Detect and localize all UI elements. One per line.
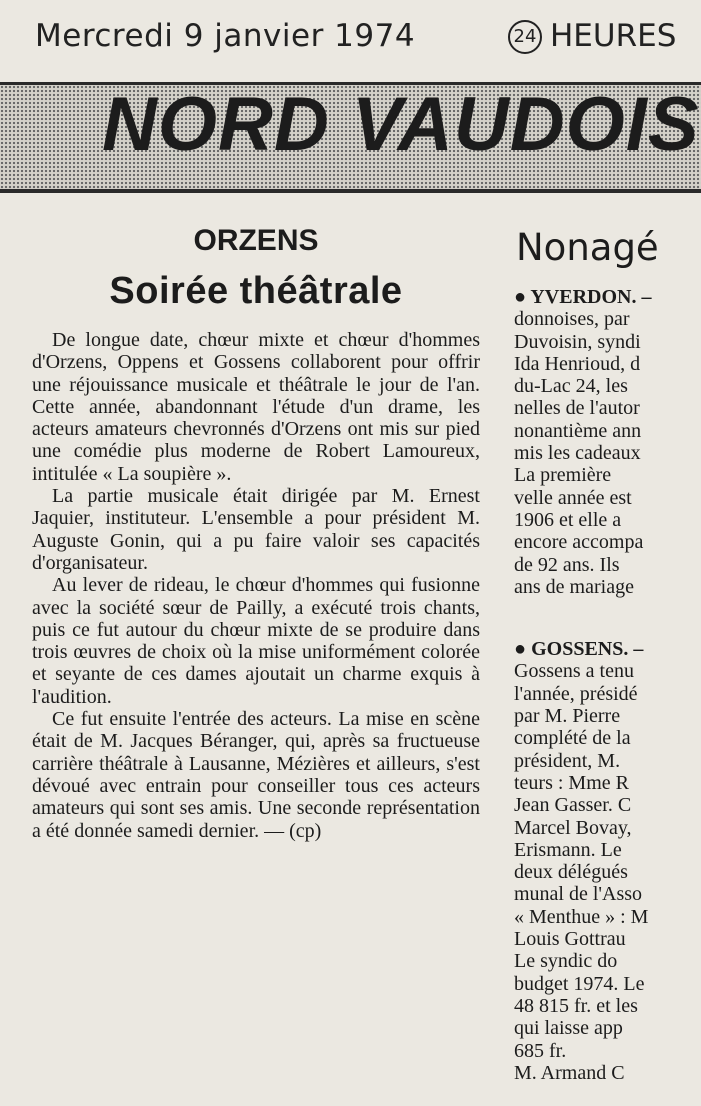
- text-line: 48 815 fr. et les: [514, 994, 638, 1017]
- block-gap: [514, 598, 701, 638]
- dateline-gossens: ● GOSSENS. –: [514, 638, 644, 661]
- text-line: Ida Henrioud, d: [514, 352, 641, 375]
- text-line: teurs : Mme R: [514, 771, 629, 794]
- text-line: Jean Gasser. C: [514, 794, 632, 817]
- text-line: velle année est: [514, 486, 632, 509]
- text-line: Duvoisin, syndi: [514, 330, 641, 353]
- article-paragraph: La partie musicale était dirigée par M. Ernest Jaquier, instituteur. L'ensemble a pour président M. Auguste Gonin, qui a pu faire valoir ses capacités d'organisateur.: [32, 485, 480, 574]
- text-line: nonantième ann: [514, 419, 642, 442]
- brand-number-badge: 24: [508, 20, 542, 54]
- text-line: La première: [514, 464, 612, 487]
- text-line: M. Armand C: [514, 1061, 625, 1084]
- text-line: mis les cadeaux: [514, 442, 641, 465]
- article-headline: Soirée théâtrale: [109, 270, 403, 312]
- text-line: 1906 et elle a: [514, 508, 622, 531]
- text-line: encore accompa: [514, 531, 644, 554]
- article-paragraph: De longue date, chœur mixte et chœur d'hommes d'Orzens, Oppens et Gossens collaborent pour offrir une réjouissance musicale et théâtrale le jour de l'an. Cette année, abandonnant l'étude d'un drame, les acteurs amateurs chevronnés d'Orzens ont mis sur pied une comédie plus moderne de Robert Lamoureux, intitulée « La soupière ».: [32, 329, 480, 485]
- issue-date: Mercredi 9 janvier 1974: [35, 18, 416, 54]
- article-nonagenaires: [514, 210, 701, 1084]
- article-paragraph: Ce fut ensuite l'entrée des acteurs. La mise en scène était de M. Jacques Béranger, qui, après sa fructueuse carrière théâtrale à Lausanne, Mézières et ailleurs, s'est dévoué avec entrain pour conseiller tous ces acteurs amateurs qui sont ses amis. Une seconde représentation a été donnée samedi dernier. — (cp): [32, 708, 480, 842]
- text-line: deux délégués: [514, 861, 628, 884]
- text-line: 685 fr.: [514, 1039, 567, 1062]
- text-line: qui laisse app: [514, 1017, 623, 1040]
- text-line: Erismann. Le: [514, 838, 622, 861]
- text-line: du-Lac 24, les: [514, 375, 628, 398]
- text-line: par M. Pierre: [514, 705, 621, 728]
- dateline-yverdon: ● YVERDON. –: [514, 286, 652, 308]
- text-line: munal de l'Asso: [514, 883, 643, 906]
- text-line: président, M.: [514, 749, 621, 772]
- text-line: ans de mariage: [514, 575, 634, 598]
- text-line: l'année, présidé: [514, 682, 638, 705]
- text-line: Marcel Bovay,: [514, 816, 632, 839]
- text-line: Gossens a tenu: [514, 660, 634, 683]
- section-title: NORD VAUDOIS: [102, 82, 700, 167]
- article-orzens: [32, 210, 480, 842]
- text-line: de 92 ans. Ils: [514, 553, 620, 576]
- article-headline: Nonagé: [516, 226, 659, 269]
- text-line: nelles de l'autor: [514, 397, 640, 420]
- brand-name: HEURES: [550, 18, 677, 54]
- text-line: Louis Gottrau: [514, 928, 626, 951]
- article-kicker: ORZENS: [193, 224, 319, 257]
- text-line: complété de la: [514, 727, 631, 750]
- text-line: budget 1974. Le: [514, 972, 645, 995]
- article-body: [514, 286, 701, 1084]
- section-banner: [0, 82, 701, 193]
- text-line: Le syndic do: [514, 950, 618, 973]
- text-line: « Menthue » : M: [514, 905, 649, 928]
- text-line: donnoises, par: [514, 308, 630, 331]
- article-paragraph: Au lever de rideau, le chœur d'hommes qui fusionne avec la société sœur de Pailly, a exécuté trois chants, puis ce fut autour du chœur mixte de se produire dans trois œuvres de choix où la mise uniformément colorée et seyante de ces dames ajoutait un charme exquis à l'audition.: [32, 574, 480, 708]
- newspaper-brand: [508, 18, 676, 54]
